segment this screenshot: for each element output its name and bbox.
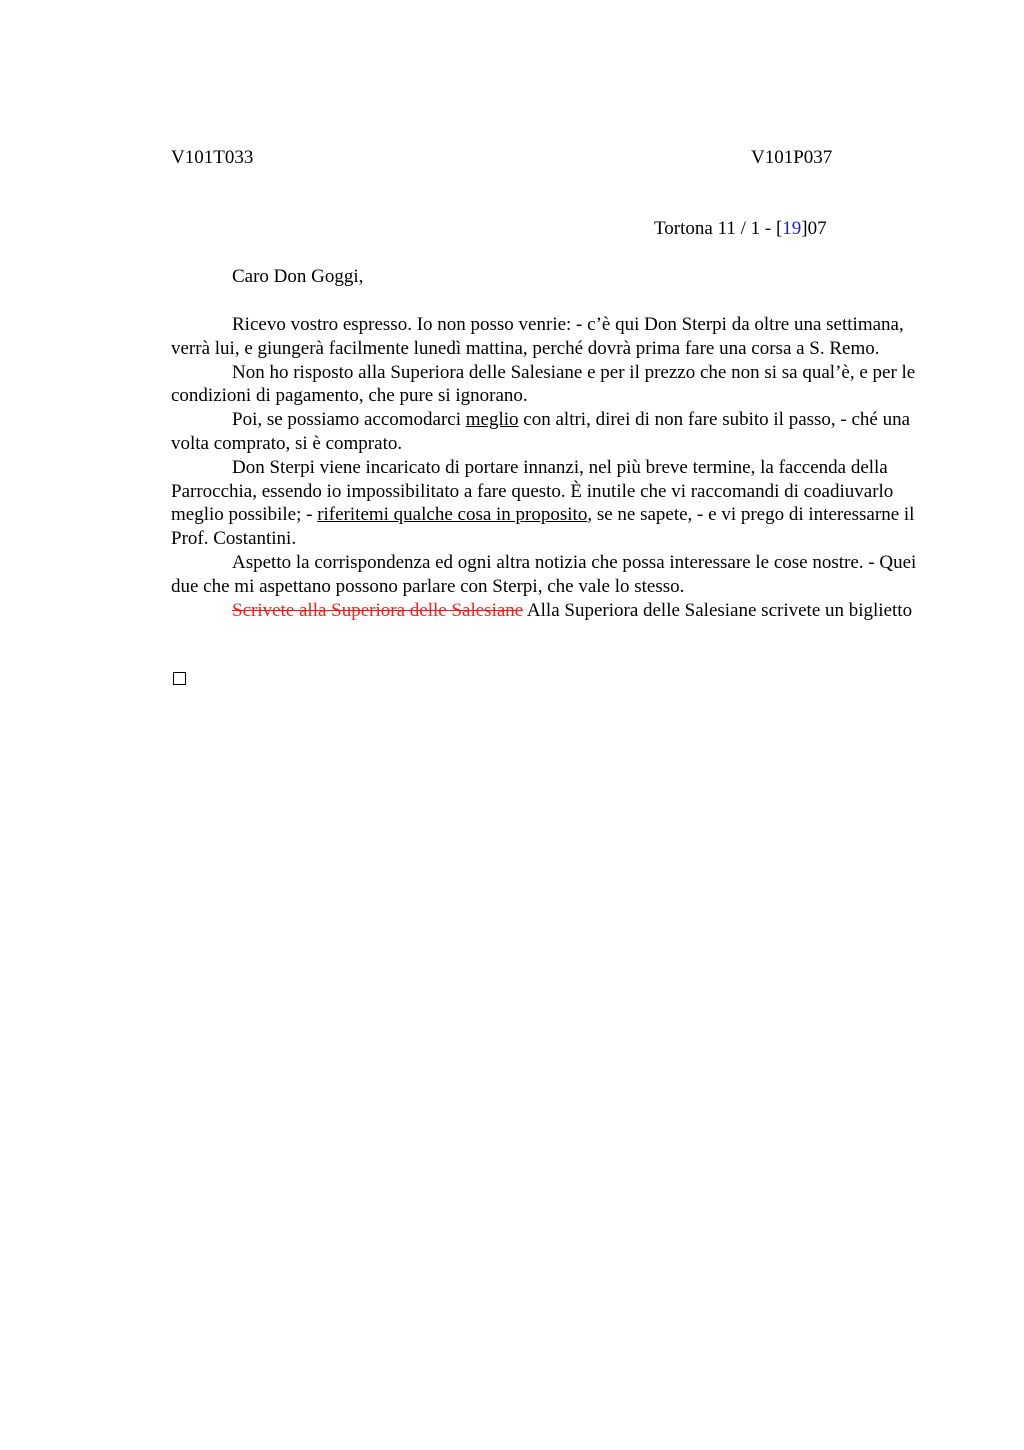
dateline-prefix: Tortona 11 / 1 - [	[654, 218, 783, 239]
paragraph-1: Ricevo vostro espresso. Io non posso venrie: - c’è qui Don Sterpi da oltre una settimana, verrà lui, e giungerà facilmente lunedì mattina, perché dovrà prima fare una corsa a S. Remo.	[171, 314, 904, 359]
paragraph-3	[171, 408, 928, 456]
dateline	[654, 218, 827, 240]
paragraph-2: Non ho risposto alla Superiora delle Salesiane e per il prezzo che non si sa qual’è, e per le condizioni di pagamento, che pure si ignorano.	[171, 361, 916, 407]
code-left: V101T033	[171, 147, 254, 168]
paragraph-6-text-after: Alla Superiora delle Salesiane scrivete un biglietto	[523, 599, 913, 621]
empty-square-icon	[173, 672, 186, 685]
paragraph-4	[171, 456, 928, 551]
dateline-editorial: 19	[782, 218, 802, 239]
salutation: Caro Don Goggi,	[232, 266, 364, 287]
paragraph-3-underlined: meglio	[465, 409, 519, 431]
paragraph-4-underlined: riferitemi qualche cosa in proposito	[317, 504, 588, 526]
paragraph-3-text-before: Poi, se possiamo accomodarci	[232, 409, 466, 431]
paragraph-4-text-before: Don Sterpi viene incaricato di portare innanzi, nel più breve termine, la faccenda della Parrocchia, essendo io impossibilitato a fare questo. È inutile che vi raccomandi di coadiuvarlo meglio possibile; -	[171, 456, 894, 526]
paragraph-3-text-after: con altri, direi di non fare subito il passo, - ché una volta comprato, si è comprato.	[171, 409, 911, 454]
paragraph-6	[171, 599, 928, 623]
paragraph-6-deleted: Scrivete alla Superiora delle Salesiane	[232, 599, 524, 621]
dateline-suffix: ]07	[801, 218, 827, 239]
letter-body	[171, 313, 928, 622]
code-right: V101P037	[751, 147, 833, 168]
paragraph-4-text-after: , se ne sapete, - e vi prego di interessarne il Prof. Costantini.	[171, 504, 915, 550]
paragraph-5: Aspetto la corrispondenza ed ogni altra notizia che possa interessare le cose nostre. - Quei due che mi aspettano possono parlare con Sterpi, che vale lo stesso.	[171, 551, 917, 597]
